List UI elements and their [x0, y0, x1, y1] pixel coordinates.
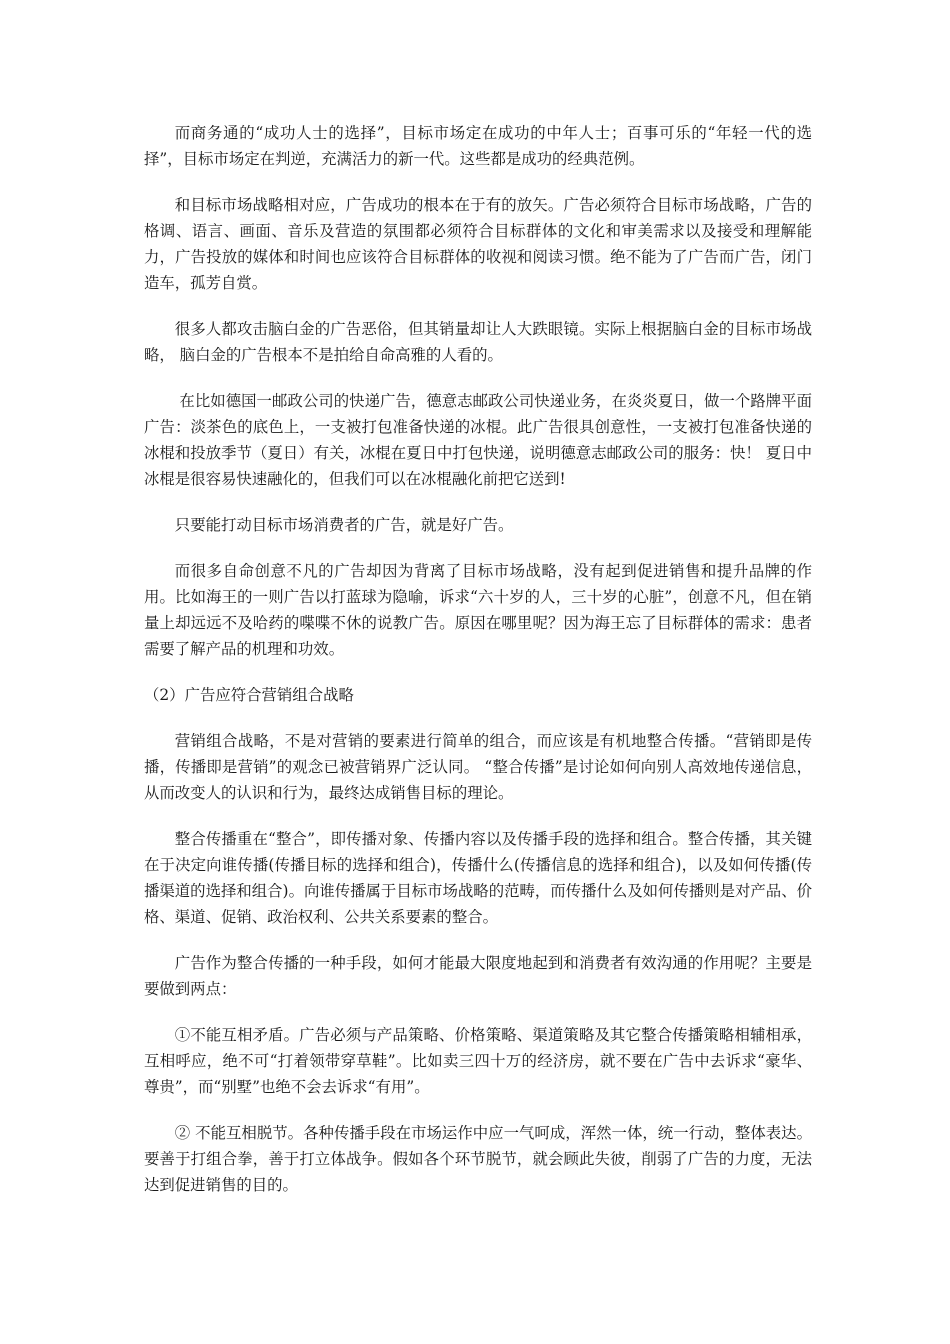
- section-heading: （2）广告应符合营销组合战略: [144, 686, 354, 704]
- paragraph-business-pass: 而商务通的“成功人士的选择”，目标市场定在成功的中年人士；百事可乐的“年轻一代的选择”，目标市场定在判逆，充满活力的新一代。这些都是成功的经典范例。: [144, 124, 812, 168]
- paragraph-naobaijin: 很多人都攻击脑白金的广告恶俗，但其销量却让人大跌眼镜。实际上根据脑白金的目标市场战略， 脑白金的广告根本不是拍给自命高雅的人看的。: [144, 320, 812, 364]
- paragraph-marketing-mix: 营销组合战略，不是对营销的要素进行简单的组合，而应该是有机地整合传播。“营销即是传播，传播即是营销”的观念已被营销界广泛认同。 “整合传播”是讨论如何向别人高效地传递信息，从而改变人的认识和行为，最终达成销售目标的理论。: [144, 732, 812, 802]
- document-page: [144, 120, 812, 1218]
- paragraph-haiwang: 而很多自命创意不凡的广告却因为背离了目标市场战略，没有起到促进销售和提升品牌的作用。比如海王的一则广告以打蓝球为隐喻，诉求“六十岁的人，三十岁的心脏”，创意不凡，但在销量上却远远不及哈药的喋喋不休的说教广告。原因在哪里呢？因为海王忘了目标群体的需求：患者需要了解产品的机理和功效。: [144, 562, 812, 658]
- paragraph-point-one: ①不能互相矛盾。广告必须与产品策略、价格策略、渠道策略及其它整合传播策略相辅相承，互相呼应，绝不可“打着领带穿草鞋”。比如卖三四十万的经济房，就不要在广告中去诉求“豪华、尊贵”，而“别墅”也绝不会去诉求“有用”。: [144, 1026, 812, 1096]
- paragraph-integrated-communication: 整合传播重在“整合”，即传播对象、传播内容以及传播手段的选择和组合。整合传播，其关键在于决定向谁传播(传播目标的选择和组合)，传播什么(传播信息的选择和组合)，以及如何传播(传播渠道的选择和组合)。向谁传播属于目标市场战略的范畴，而传播什么及如何传播则是对产品、价格、渠道、促销、政治权利、公共关系要素的整合。: [144, 830, 812, 926]
- paragraph-target-market-strategy: 和目标市场战略相对应，广告成功的根本在于有的放矢。广告必须符合目标市场战略，广告的格调、语言、画面、音乐及营造的氛围都必须符合目标群体的文化和审美需求以及接受和理解能力，广告投放的媒体和时间也应该符合目标群体的收视和阅读习惯。绝不能为了广告而广告，闭门造车，孤芳自赏。: [144, 196, 812, 292]
- paragraph-good-ad: 只要能打动目标市场消费者的广告，就是好广告。: [174, 516, 514, 534]
- paragraph-deutsche-post: 在比如德国一邮政公司的快递广告，德意志邮政公司快递业务，在炎炎夏日，做一个路牌平面广告：淡茶色的底色上，一支被打包准备快递的冰棍。此广告很具创意性，一支被打包准备快递的冰棍和投放季节（夏日）有关，冰棍在夏日中打包快递，说明德意志邮政公司的服务：快！ 夏日中冰棍是很容易快速融化的，但我们可以在冰棍融化前把它送到!: [144, 392, 812, 488]
- paragraph-two-points: 广告作为整合传播的一种手段，如何才能最大限度地起到和消费者有效沟通的作用呢？主要是要做到两点：: [144, 954, 812, 998]
- paragraph-point-two: ② 不能互相脱节。各种传播手段在市场运作中应一气呵成，浑然一体，统一行动，整体表达。要善于打组合拳，善于打立体战争。假如各个环节脱节，就会顾此失彼，削弱了广告的力度，无法达到促进销售的目的。: [144, 1124, 812, 1194]
